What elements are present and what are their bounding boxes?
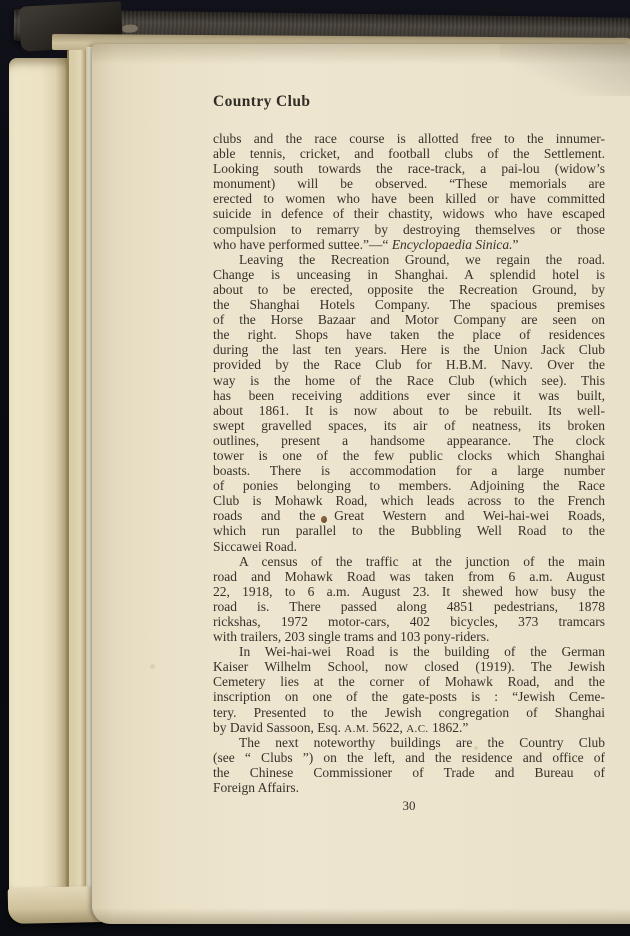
text-line: A census of the traffic at the junction of the main [239,553,605,569]
text-line: roads and the Great Western and Wei-hai-wei Roads, [213,508,605,524]
text-line: tery. Presented to the Jewish congregation of Shanghai [213,704,605,720]
text-line [213,720,605,735]
text-line: Change is unceasing in Shanghai. A splendid hotel is [213,266,605,282]
text-line: about 1861. It is now about to be rebuilt. Its well- [213,402,605,418]
text-line: Leaving the Recreation Ground, we regain the road. [239,251,605,267]
page-edge-stack-outer [9,58,67,906]
text-line: has been receiving additions ever since it was built, [213,387,605,403]
text-line: Siccawei Road. [213,538,297,554]
text-line: the right. Shops have taken the place of residences [213,327,605,343]
text-line: swept gravelled spaces, its air of neatness, its broken [213,417,605,433]
paragraph [213,131,605,252]
foxing-spot [150,664,155,669]
text-segment: 1862.” [428,719,469,735]
text-segment: by David Sassoon, Esq. [213,719,345,735]
text-segment: 5622, [369,719,407,735]
paragraph [213,554,605,645]
italic-citation: Encyclopaedia Sinica. [391,236,513,252]
text-line [213,237,605,252]
paragraph [213,644,605,735]
text-line: Foreign Affairs. [213,780,299,796]
text-line: The next noteworthy buildings are the Country Club [239,734,605,750]
text-line: provided by the Race Club for H.B.M. Navy. Over the [213,357,605,373]
text-line: compulsion to remarry by destroying themselves or those [213,221,605,237]
text-line: the Shanghai Hotels Company. The spacious premises [213,297,605,313]
paragraph [213,252,605,554]
text-block [213,131,605,795]
text-line: inscription on one of the gate-posts is : “Jewish Ceme- [213,689,605,705]
text-line: able tennis, cricket, and football clubs of the Settlement. [213,146,605,162]
page-corner-shadow [500,44,630,96]
page-number: 30 [402,798,416,814]
text-segment: A.C. [406,722,429,735]
text-line: about to be erected, opposite the Recreation Ground, by [213,281,605,297]
text-segment: A.M. [344,722,370,735]
text-line: Cemetery lies at the corner of Mohawk Road, and the [213,674,605,690]
text-line: monument) will be observed. “These memorials are [213,176,605,192]
text-line: rickshas, 1972 motor-cars, 402 bicycles, 373 tramcars [213,614,605,629]
text-line: (see “ Clubs ”) on the left, and the residence and office of [213,749,605,765]
text-line: 22, 1918, to 6 a.m. August 23. It shewed how busy the [213,583,605,599]
text-line: In Wei-hai-wei Road is the building of the German [239,644,605,660]
text-line: erected to women who have been killed or have committed [213,191,605,207]
text-line: tower is one of the few public clocks which Shanghai [213,447,605,463]
text-line: clubs and the race course is allotted free to the innumer- [213,131,605,146]
text-segment: who have performed suttee.”—“ [213,236,392,252]
text-line: of the Horse Bazaar and Motor Company are seen on [213,312,605,328]
text-line: road is. There passed along 4851 pedestrians, 1878 [213,598,605,614]
text-line: Kaiser Wilhelm School, now closed (1919). The Jewish [213,659,605,675]
text-segment: ” [512,236,519,252]
text-line: which run parallel to the Bubbling Well Road to the [213,523,605,539]
text-line: the Chinese Commissioner of Trade and Bureau of [213,764,605,780]
text-line: Looking south towards the race-track, a pai-lou (widow’s [213,161,605,177]
page-content [213,93,605,813]
text-line: suicide in defence of their chastity, widows who have escaped [213,206,605,222]
text-line: with trailers, 203 single trams and 103 pony-riders. [213,629,490,645]
text-line: outlines, present a handsome appearance. The clock [213,432,605,448]
page-heading: Country Club [213,93,311,110]
cover-wear-spot [122,25,138,33]
text-line: boasts. There is accommodation for a large number [213,463,605,479]
paragraph [213,735,605,795]
book-page [92,44,630,924]
text-line: Club is Mohawk Road, which leads across to the French [213,493,605,509]
text-line: during the last ten years. Here is the Union Jack Club [213,342,605,358]
text-line: road and Mohawk Road was taken from 6 a.m. August [213,568,605,584]
text-line: of ponies belonging to members. Adjoining the Race [213,478,605,494]
text-line: way is the home of the Race Club (which see). This [213,372,605,388]
page-edge-stack-inner [67,50,86,914]
